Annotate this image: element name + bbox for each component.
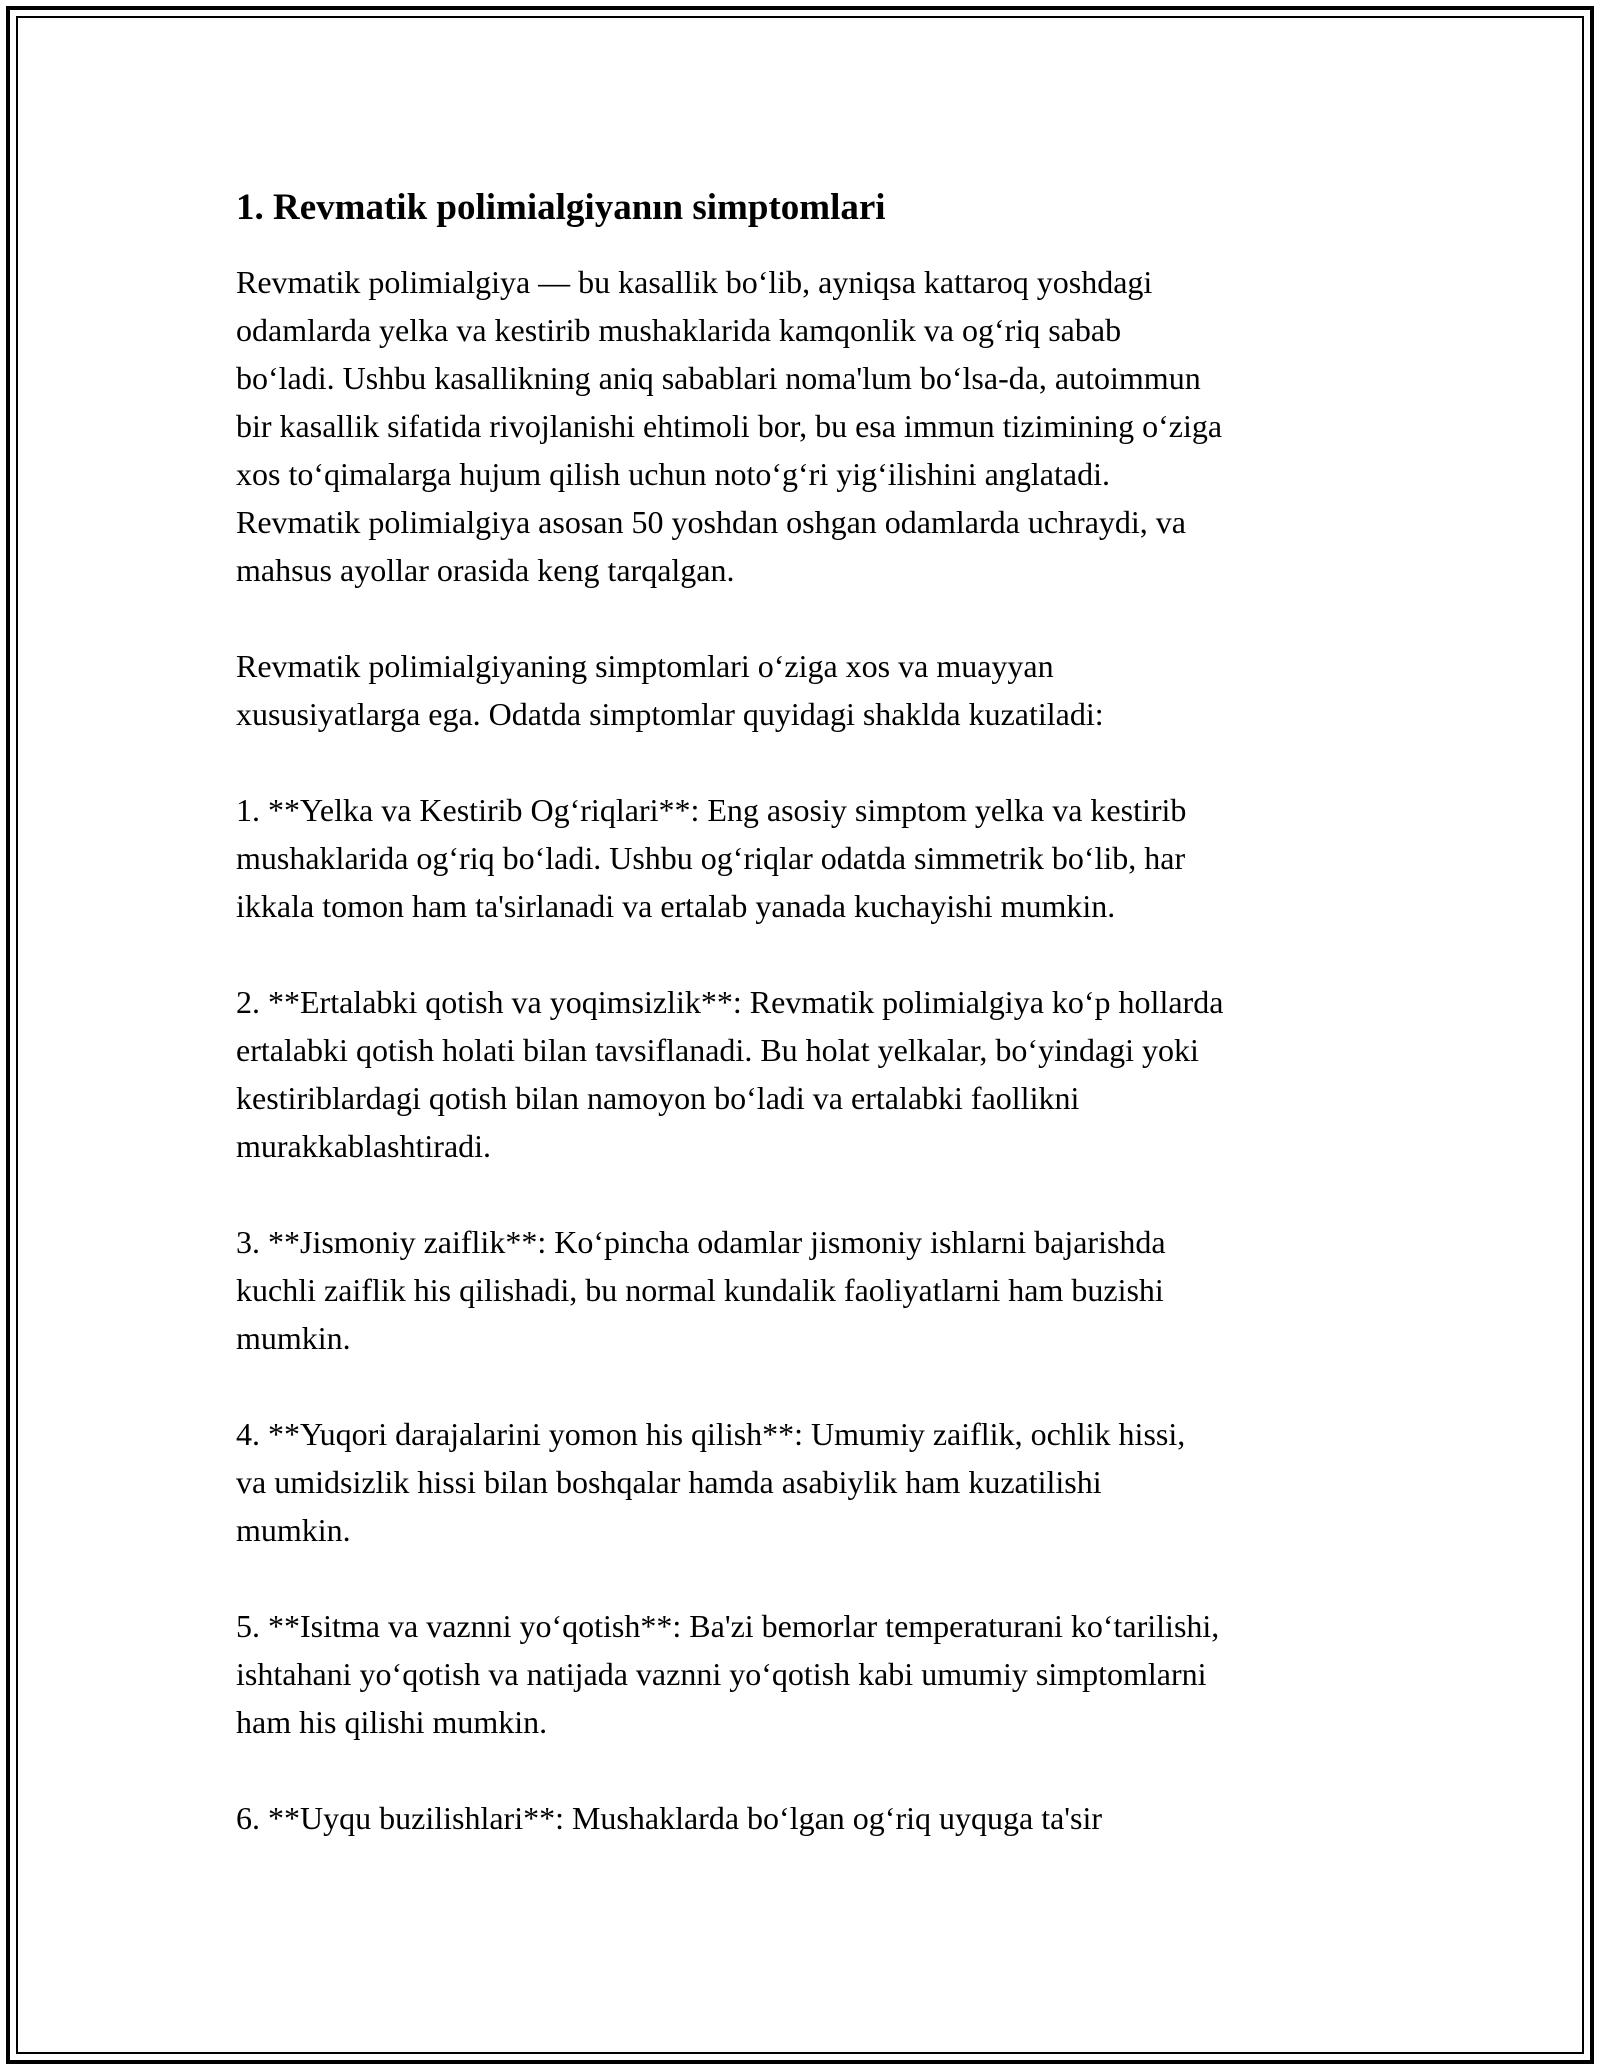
text-line: mahsus ayollar orasida keng tarqalgan.: [236, 552, 735, 589]
text-line: xos to‘qimalarga hujum qilish uchun noto‘g‘ri yig‘ilishini anglatadi.: [236, 456, 1110, 493]
text-line: mushaklarida og‘riq bo‘ladi. Ushbu og‘riqlar odatda simmetrik bo‘lib, har: [236, 840, 1186, 877]
text-line: bir kasallik sifatida rivojlanishi ehtimoli bor, bu esa immun tizimining o‘ziga: [236, 408, 1223, 445]
list-item-4: [236, 1410, 1376, 1554]
list-item-5: [236, 1602, 1376, 1746]
document-title: 1. Revmatik polimialgiyanın simptomlari: [236, 187, 886, 228]
text-line: 4. **Yuqori darajalarini yomon his qilish**: Umumiy zaiflik, ochlik hissi,: [236, 1416, 1186, 1453]
paragraph-intro: [236, 258, 1376, 594]
text-line: kestiriblardagi qotish bilan namoyon bo‘ladi va ertalabki faollikni: [236, 1080, 1080, 1117]
text-line: 6. **Uyqu buzilishlari**: Mushaklarda bo‘lgan og‘riq uyquga ta'sir: [236, 1800, 1103, 1837]
text-line: ikkala tomon ham ta'sirlanadi va ertalab yanada kuchayishi mumkin.: [236, 888, 1116, 925]
list-item-3: [236, 1218, 1376, 1362]
text-line: ertalabki qotish holati bilan tavsiflanadi. Bu holat yelkalar, bo‘yindagi yoki: [236, 1032, 1199, 1069]
text-line: mumkin.: [236, 1512, 351, 1549]
text-line: murakkablashtiradi.: [236, 1128, 492, 1165]
text-line: mumkin.: [236, 1320, 351, 1357]
text-line: xususiyatlarga ega. Odatda simptomlar quyidagi shakldа kuzatiladi:: [236, 696, 1104, 733]
text-line: ham his qilishi mumkin.: [236, 1704, 548, 1741]
text-line: bo‘ladi. Ushbu kasallikning aniq sabablari noma'lum bo‘lsa-da, autoimmun: [236, 360, 1201, 397]
text-line: Revmatik polimialgiya — bu kasallik bo‘lib, ayniqsa kattaroq yoshdagi: [236, 264, 1153, 301]
text-line: kuchli zaiflik his qilishadi, bu normal kundalik faoliyatlarni ham buzishi: [236, 1272, 1164, 1309]
text-line: ishtahani yo‘qotish va natijada vaznni yo‘qotish kabi umumiy simptomlarni: [236, 1656, 1207, 1693]
text-line: va umidsizlik hissi bilan boshqalar hamda asabiylik ham kuzatilishi: [236, 1464, 1102, 1501]
list-item-2: [236, 978, 1376, 1170]
text-line: Revmatik polimialgiya asosan 50 yoshdan oshgan odamlarda uchraydi, va: [236, 504, 1186, 541]
text-line: 3. **Jismoniy zaiflik**: Ko‘pincha odamlar jismoniy ishlarni bajarishda: [236, 1224, 1166, 1261]
list-item-6: [236, 1794, 1376, 1842]
text-line: Revmatik polimialgiyaning simptomlari o‘ziga xos va muayyan: [236, 648, 1054, 685]
text-line: odamlarda yelka va kestirib mushaklarida kamqonlik va og‘riq sabab: [236, 312, 1122, 349]
paragraph-symptoms-intro: [236, 642, 1376, 738]
text-line: 1. **Yelka va Kestirib Og‘riqlari**: Eng asosiy simptom yelka va kestirib: [236, 792, 1187, 829]
document-body: [236, 186, 1376, 1890]
text-line: 2. **Ertalabki qotish va yoqimsizlik**: Revmatik polimialgiya ko‘p hollarda: [236, 984, 1224, 1021]
text-line: 5. **Isitma va vaznni yo‘qotish**: Ba'zi bemorlar temperaturani ko‘tarilishi,: [236, 1608, 1220, 1645]
list-item-1: [236, 786, 1376, 930]
